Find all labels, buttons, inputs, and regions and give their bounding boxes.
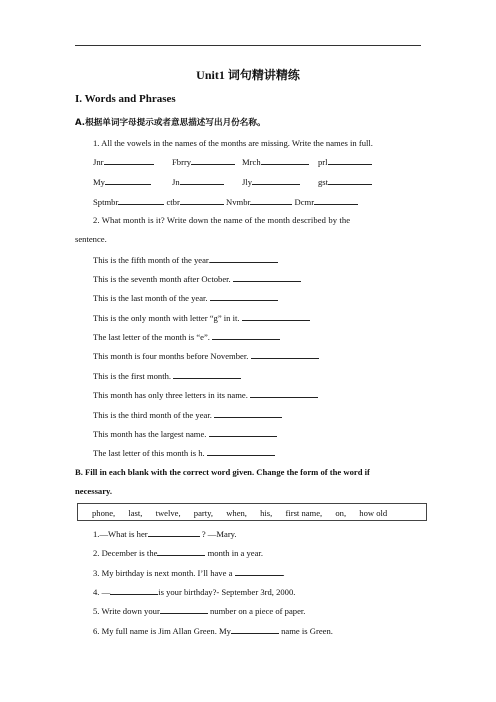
sentence-text: The last letter of the month is “e”. — [93, 332, 210, 342]
month-clue: My — [93, 177, 105, 187]
fill-text: name is Green. — [281, 626, 333, 636]
answer-blank[interactable] — [180, 196, 224, 205]
word-option: how old — [359, 508, 388, 518]
sentence-text: This is the first month. — [93, 371, 172, 381]
answer-blank[interactable] — [118, 196, 164, 205]
answer-blank[interactable] — [173, 370, 241, 379]
month-row — [93, 196, 358, 208]
answer-blank[interactable] — [191, 156, 235, 165]
title-unit: Unit1 — [196, 68, 225, 82]
word-option: last, — [128, 508, 143, 518]
answer-blank[interactable] — [180, 176, 224, 185]
fill-text: 4. — — [93, 587, 111, 597]
word-bank — [77, 503, 427, 521]
answer-blank[interactable] — [250, 196, 292, 205]
month-clue: ctbr — [166, 197, 180, 207]
answer-blank[interactable] — [105, 176, 151, 185]
month-clue: Sptmbr — [93, 197, 119, 207]
fill-item — [93, 567, 285, 579]
fill-text: 2. December is the — [93, 548, 158, 558]
answer-blank[interactable] — [210, 292, 278, 301]
month-clue: Jly — [242, 177, 253, 187]
answer-blank[interactable] — [110, 586, 158, 595]
sentence-text: This is the only month with letter “g” in it. — [93, 313, 240, 323]
answer-blank[interactable] — [160, 605, 208, 614]
month-clue: Jnr — [93, 157, 104, 167]
answer-blank[interactable] — [212, 331, 280, 340]
fill-text: month in a year. — [207, 548, 263, 558]
question-2-cont: sentence. — [75, 234, 107, 244]
month-clue: prl — [318, 157, 328, 167]
month-clue: Nvmbr — [226, 197, 251, 207]
fill-item — [93, 586, 295, 598]
month-row — [93, 156, 154, 168]
page-title — [0, 66, 496, 83]
sentence-item — [93, 331, 280, 343]
title-cn: 词句精讲精练 — [227, 68, 300, 82]
answer-blank[interactable] — [157, 547, 205, 556]
answer-blank[interactable] — [250, 389, 318, 398]
month-row — [93, 176, 151, 188]
fill-item — [93, 625, 333, 637]
fill-item — [93, 605, 305, 617]
month-clue: gst — [318, 177, 329, 187]
part-b-heading: B. Fill in each blank with the correct word given. Change the form of the word if — [75, 467, 370, 477]
month-row — [318, 176, 372, 188]
fill-text: 3. My birthday is next month. I’ll have a — [93, 568, 233, 578]
word-option: twelve, — [155, 508, 181, 518]
sentence-item — [93, 254, 278, 266]
answer-blank[interactable] — [328, 176, 372, 185]
month-row — [242, 176, 300, 188]
answer-blank[interactable] — [251, 350, 319, 359]
month-row — [172, 176, 224, 188]
sentence-item — [93, 273, 301, 285]
word-option: his, — [260, 508, 273, 518]
answer-blank[interactable] — [314, 196, 358, 205]
fill-text: is your birthday?- September 3rd, 2000. — [158, 587, 296, 597]
month-clue: Fbrry — [172, 157, 192, 167]
sentence-item — [93, 389, 318, 401]
fill-text: 1.—What is her — [93, 529, 148, 539]
header-rule — [75, 45, 421, 46]
fill-text: ? —Mary. — [201, 529, 237, 539]
fill-text: . — [282, 568, 285, 578]
word-option: first name, — [285, 508, 323, 518]
word-option: when, — [226, 508, 247, 518]
answer-blank[interactable] — [233, 273, 301, 282]
question-2: 2. What month is it? Write down the name of the month described by the — [93, 215, 351, 225]
sentence-item — [93, 447, 275, 459]
sentence-item — [93, 409, 282, 421]
month-row — [172, 156, 235, 168]
fill-text: 5. Write down your — [93, 606, 160, 616]
word-option: party, — [193, 508, 214, 518]
fill-item — [93, 528, 237, 540]
fill-item — [93, 547, 263, 559]
sentence-text: This month is four months before November. — [93, 351, 249, 361]
month-row — [318, 156, 372, 168]
month-clue: Dcmr — [294, 197, 315, 207]
answer-blank[interactable] — [231, 625, 279, 634]
answer-blank[interactable] — [252, 176, 300, 185]
answer-blank[interactable] — [214, 409, 282, 418]
fill-text: number on a piece of paper. — [209, 606, 306, 616]
answer-blank[interactable] — [261, 156, 309, 165]
sentence-text: This is the last month of the year. — [93, 293, 208, 303]
answer-blank[interactable] — [242, 312, 310, 321]
answer-blank[interactable] — [210, 254, 278, 263]
answer-blank[interactable] — [148, 528, 200, 537]
sentence-text: The last letter of this month is h. — [93, 448, 205, 458]
sentence-text: This is the seventh month after October. — [93, 274, 231, 284]
sentence-text: This is the third month of the year. — [93, 410, 212, 420]
month-clue: Jn — [172, 177, 180, 187]
sentence-text: This is the fifth month of the year. — [93, 255, 211, 265]
answer-blank[interactable] — [235, 567, 283, 576]
sentence-item — [93, 370, 241, 382]
answer-blank[interactable] — [328, 156, 372, 165]
sentence-text: This month has the largest name. — [93, 429, 207, 439]
sentence-item — [93, 428, 277, 440]
section-heading: I. Words and Phrases — [75, 93, 176, 105]
answer-blank[interactable] — [207, 447, 275, 456]
sentence-item — [93, 350, 319, 362]
question-1: 1. All the vowels in the names of the months are missing. Write the names in full. — [93, 138, 373, 148]
sentence-item — [93, 312, 310, 324]
part-b-heading-cont: necessary. — [75, 486, 112, 496]
answer-blank[interactable] — [209, 428, 277, 437]
word-option: on, — [335, 508, 347, 518]
fill-text: 6. My full name is Jim Allan Green. My — [93, 626, 231, 636]
word-option: phone, — [92, 508, 116, 518]
month-clue: Mrch — [242, 157, 261, 167]
sentence-text: This month has only three letters in its name. — [93, 390, 248, 400]
part-a-heading: A.根据单词字母提示或者意思描述写出月份名称。 — [75, 118, 266, 128]
sentence-item — [93, 292, 278, 304]
month-row — [242, 156, 309, 168]
answer-blank[interactable] — [104, 156, 154, 165]
